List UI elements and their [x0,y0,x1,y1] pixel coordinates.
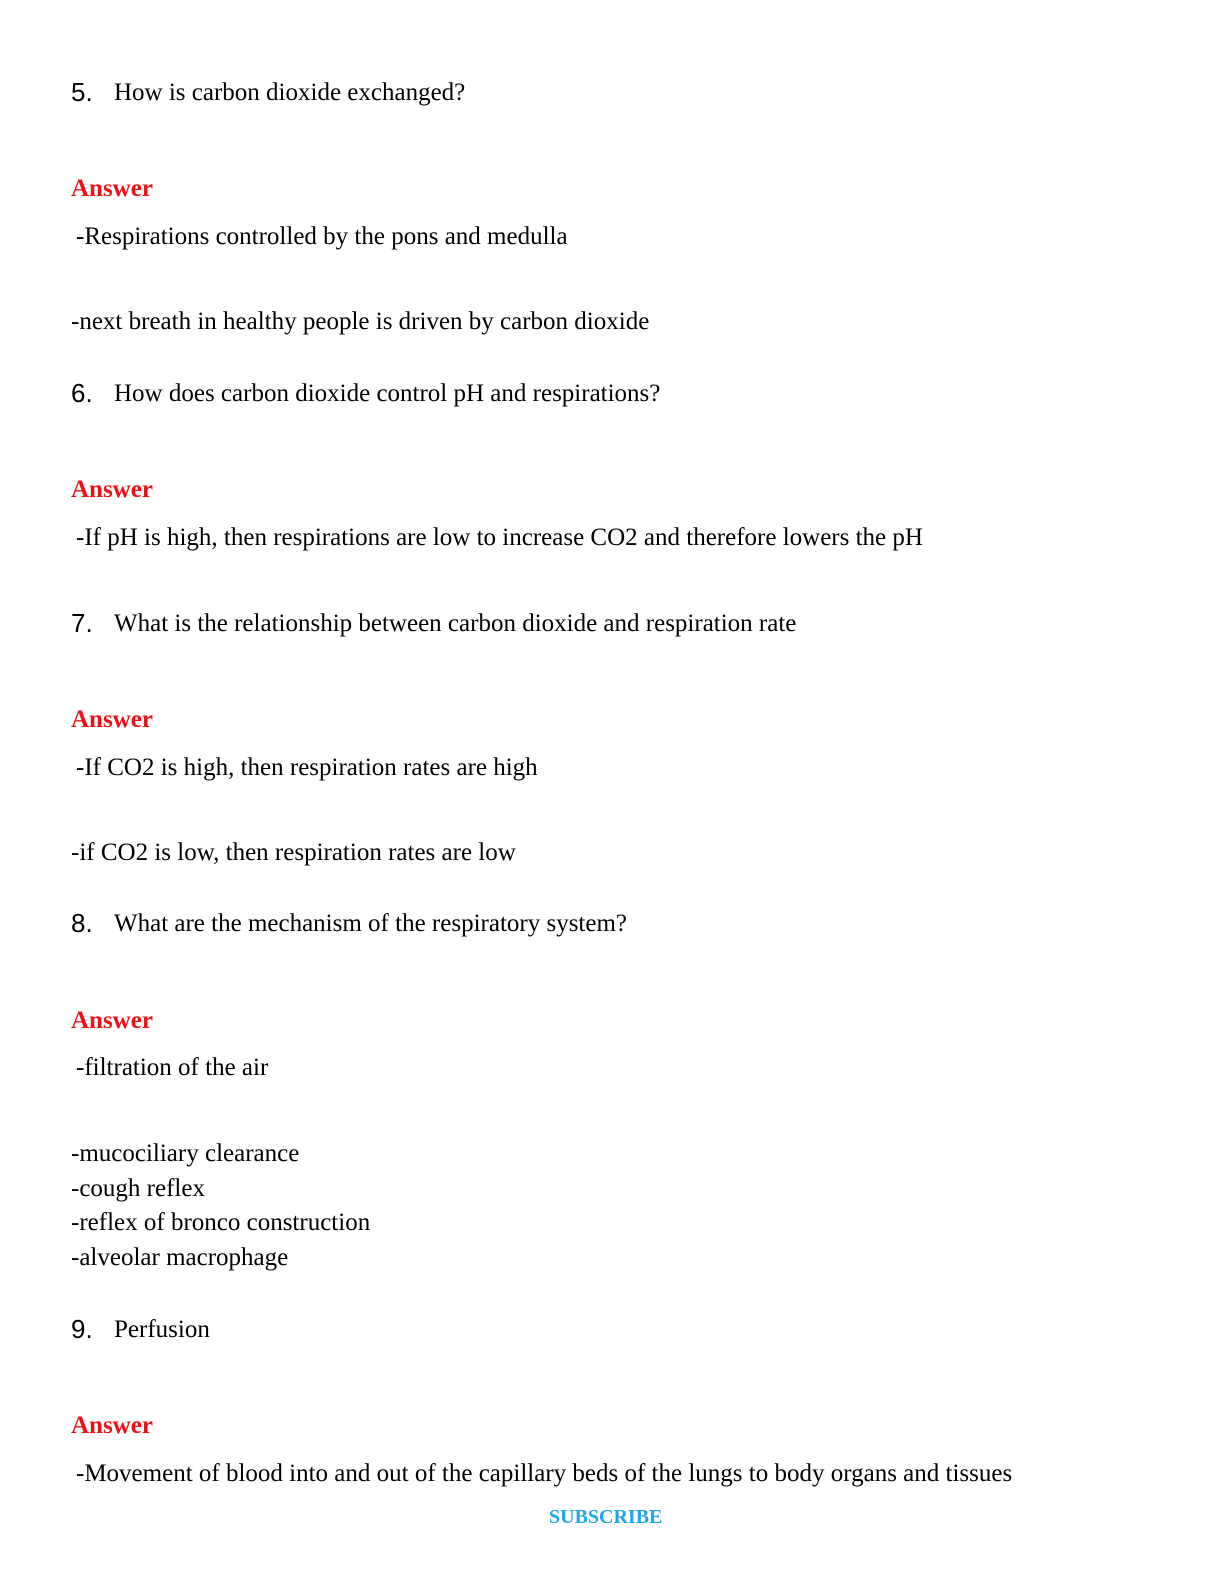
answer-5-label: Answer [71,175,153,202]
answer-6-label: Answer [71,476,153,503]
question-8-number: 8. [71,908,93,938]
answer-8-line-5: -alveolar macrophage [71,1244,289,1271]
subscribe-link[interactable]: SUBSCRIBE [549,1506,663,1528]
question-5-number: 5. [71,77,93,107]
question-9-number: 9. [71,1314,93,1344]
answer-8-label: Answer [71,1007,153,1034]
question-5-text: How is carbon dioxide exchanged? [114,79,466,106]
answer-8-line-4: -reflex of bronco construction [71,1209,371,1236]
question-9-text: Perfusion [114,1316,210,1343]
answer-5-line-2: -next breath in healthy people is driven by carbon dioxide [71,308,650,335]
answer-7-line-2: -if CO2 is low, then respiration rates are low [71,839,516,866]
question-7-text: What is the relationship between carbon dioxide and respiration rate [114,610,797,637]
answer-6-line-1: -If pH is high, then respirations are low to increase CO2 and therefore lowers the pH [76,524,923,551]
question-8-text: What are the mechanism of the respiratory system? [114,910,628,937]
answer-5-line-1: -Respirations controlled by the pons and medulla [76,223,568,250]
answer-7-label: Answer [71,706,153,733]
question-7-number: 7. [71,608,93,638]
answer-9-line-1: -Movement of blood into and out of the capillary beds of the lungs to body organs and tissues [76,1460,1013,1487]
answer-8-line-2: -mucociliary clearance [71,1140,300,1167]
answer-8-line-3: -cough reflex [71,1175,205,1202]
answer-8-line-1: -filtration of the air [76,1054,269,1081]
answer-9-label: Answer [71,1412,153,1439]
question-6-number: 6. [71,378,93,408]
answer-7-line-1: -If CO2 is high, then respiration rates are high [76,754,538,781]
question-6-text: How does carbon dioxide control pH and respirations? [114,380,661,407]
